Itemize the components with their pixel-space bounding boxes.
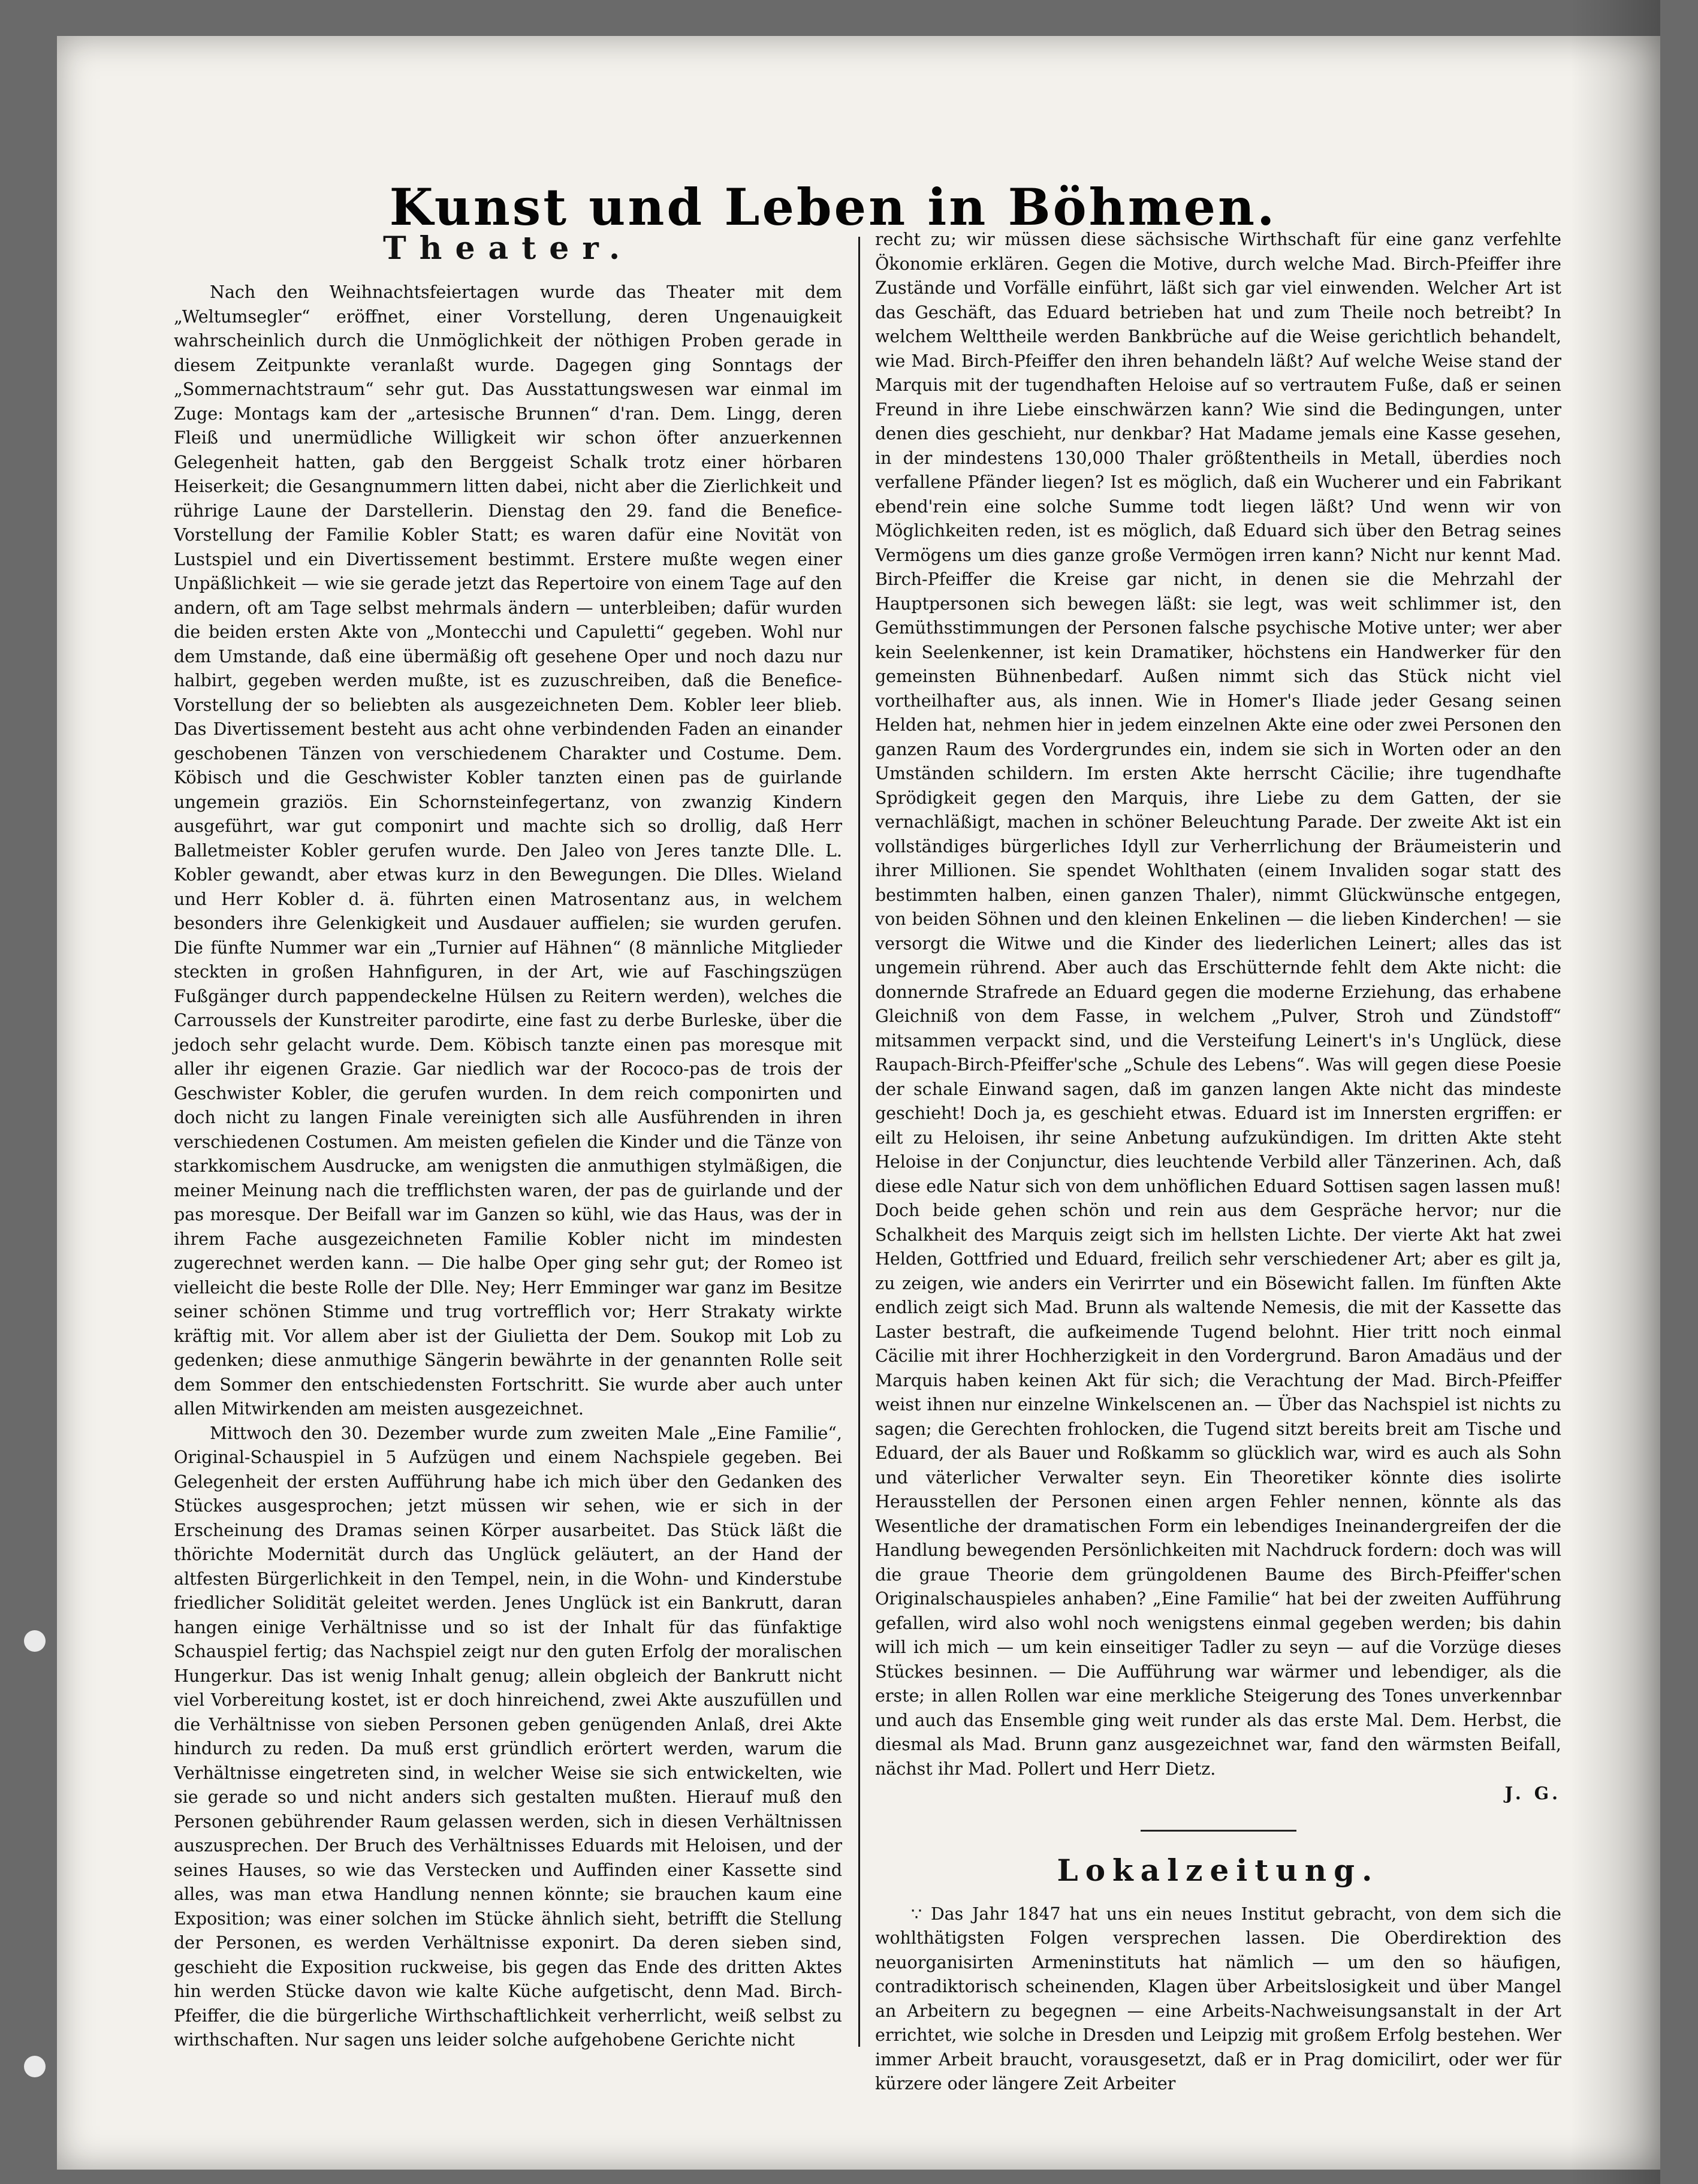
theater-paragraph-2: Mittwoch den 30. Dezember wurde zum zweiten Male „Eine Familie“, Original-Schauspiel in 5 Aufzügen und einem Nachspiele gegeben. Bei Gelegenheit der ersten Aufführung habe ich mich über den Gedanken des Stückes ausgesprochen; jetzt müssen wir sehen, wie er sich in der Erscheinung des Dramas seinen Körper ausarbeitet. Das Stück läßt die thörichte Modernität durch das Unglück geläutert, an der Hand der altfesten Bürgerlichkeit in den Tempel, nein, in die Wohn- und Kinderstube friedlicher Solidität geleitet werden. Jenes Unglück ist ein Bankrutt, daran hangen einige Verhältnisse und so ist der Inhalt für das fünfaktige Schauspiel fertig; das Nachspiel zeigt nur den guten Erfolg der moralischen Hungerkur. Das ist wenig Inhalt genug; allein obgleich der Bankrutt nicht viel Vorbereitung kostet, ist er doch hinreichend, zwei Akte auszufüllen und die Verhältnisse von sieben Personen geben genügenden Anlaß, drei Akte hindurch zu reden. Da muß erst gründlich erörtert werden, warum die Verhältnisse eingetreten sind, in welcher Weise sie sich entwickelten, wie sie gerade so und nicht anders sich gestalten mußten. Hierauf muß den Personen gebührender Raum gelassen werden, sich in diesen Verhältnissen auszusprechen. Der Bruch des Verhältnisses Eduards mit Heloisen, und der seines Hauses, so wie das Verstecken und Auffinden einer Kassette sind alles, was man etwa Handlung nennen könnte; sie brauchen kaum eine Exposition; was einer solchen im Stücke ähnlich sieht, betrifft die Stellung der Personen, es werden Verhältnisse exponirt. Da deren sieben sind, geschieht die Exposition ruckweise, bis gegen das Ende des dritten Aktes hin werden Stücke davon wie kalte Küche aufgetischt, denn Mad. Birch-Pfeiffer, die die bürgerliche Wirthschaftlichkeit verherrlicht, weiß selbst zu wirthschaften. Nur sagen uns leider solche aufgehobene Gerichte nicht xyxy=(174,1423,842,2050)
page-fold-shadow xyxy=(1570,0,1660,2184)
binding-hole xyxy=(24,2056,46,2077)
binding-hole xyxy=(24,1630,46,1652)
article-signature: J. G. xyxy=(1504,1783,1561,1803)
lokalzeitung-heading: Lokalzeitung. xyxy=(1057,1852,1380,1888)
theater-continuation: recht zu; wir müssen diese sächsische Wirthschaft für eine ganz verfehlte Ökonomie erklären. Gegen die Motive, durch welche Mad. Birch-Pfeiffer ihre Zustände und Vorfälle einführt, läßt sich gar viel einwenden. Welcher Art ist das Geschäft, das Eduard betrieben hat und zum Theile noch betreibt? In welchem Welttheile werden Bankbrüche auf die Weise gerichtlich behandelt, wie Mad. Birch-Pfeiffer den ihren behandeln läßt? Auf welche Weise stand der Marquis mit der tugendhaften Heloise auf so vertrautem Fuße, daß er seinen Freund in ihre Liebe einschwärzen kann? Wie sind die Bedingungen, unter denen dies geschieht, nur denkbar? Hat Madame jemals eine Kasse gesehen, in der mindestens 130,000 Thaler größtentheils in Metall, überdies noch verfallene Pfänder liegen? Ist es möglich, daß ein Wucherer und ein Fabrikant ebend'rein eine solche Summe todt liegen läßt? Und wenn wir von Möglichkeiten reden, ist es möglich, daß Eduard sich über den Betrag seines Vermögens um dies ganze große Vermögen irren kann? Nicht nur kennt Mad. Birch-Pfeiffer die Kreise gar nicht, in denen sie die Mehrzahl der Hauptpersonen sich bewegen läßt: sie legt, was weit schlimmer ist, den Gemüthsstimmungen der Personen falsche psychische Motive unter; wer aber kein Seelenkenner, ist kein Dramatiker, höchstens ein Handwerker für den gemeinsten Bühnenbedarf. Außen nimmt sich das Stück nicht viel vortheilhafter aus, als innen. Wie in Homer's Iliade jeder Gesang seinen Helden hat, nehmen hier in jedem einzelnen Akte eine oder zwei Personen den ganzen Raum des Vordergrundes ein, indem sie sich in Worten oder an den Umständen schildern. Im ersten Akte herrscht Cäcilie; ihre tugendhafte Sprödigkeit gegen den Marquis, ihre Liebe zu dem Gatten, der sie vernachläßigt, machen in schöner Beleuchtung Parade. Der zweite Akt ist ein vollständiges bürgerliches Idyll zur Verherrlichung der Bräumeisterin und ihrer Millionen. Sie spendet Wohlthaten (einem Invaliden sogar statt des bestimmten halben, einen ganzen Thaler), nimmt Glückwünsche entgegen, von beiden Söhnen und den kleinen Enkelinen — die lieben Kinderchen! — sie versorgt die Witwe und die Kinder des liederlichen Leinert; alles das ist ungemein rührend. Aber auch das Erschütternde fehlt dem Akte nicht: die donnernde Strafrede an Eduard gegen die moderne Erziehung, das erhabene Gleichniß von dem Fasse, in welchem „Pulver, Stroh und Zündstoff“ mitsammen verpackt sind, und die Versteifung Leinert's in's Unglück, diese Raupach-Birch-Pfeiffer'sche „Schule des Lebens“. Was will gegen diese Poesie der schale Einwand sagen, daß im ganzen langen Akte nicht das mindeste geschieht! Doch ja, es geschieht etwas. Eduard ist im Innersten ergriffen: er eilt zu Heloisen, ihr seine Anbetung aufzukündigen. Im dritten Akte steht Heloise in der Conjunctur, dies leuchtende Verbild aller Tänzerinen. Ach, daß diese edle Natur sich von dem unhöflichen Eduard Sottisen sagen lassen muß! Doch beide gehen schön und rein aus dem Gespräche hervor; nur die Schalkheit des Marquis zeigt sich im hellsten Lichte. Der vierte Akt hat zwei Helden, Gottfried und Eduard, freilich sehr verschiedener Art; aber es gilt ja, zu zeigen, wie anders ein Verirrter und ein Bösewicht fallen. Im fünften Akte endlich zeigt sich Mad. Brunn als waltende Nemesis, die mit der Kassette das Laster bestraft, die aufkeimende Tugend belohnt. Hier tritt noch einmal Cäcilie mit ihrer Hochherzigkeit in den Vordergrund. Baron Amadäus und der Marquis haben keinen Akt für sich; die Verachtung der Mad. Birch-Pfeiffer weist ihnen nur einzelne Winkelscenen an. — Über das Nachspiel ist nichts zu sagen; die Gerechten frohlocken, die Tugend sitzt bereits breit am Tische und Eduard, der als Bauer und Roßkamm so glücklich war, wird es auch als Sohn und väterlicher Verwalter seyn. Ein Theoretiker könnte dies isolirte Herausstellen der Personen einen argen Fehler nennen, könnte als das Wesentliche der dramatischen Form ein lebendiges Ineinandergreifen der die Handlung bewegenden Persönlichkeiten mit Nachdruck fordern: doch was will die graue Theorie dem grüngoldenen Baume des Birch-Pfeiffer'schen Originalschauspieles anhaben? „Eine Familie“ hat bei der zweiten Aufführung gefallen, wird also wohl noch wenigstens einmal gegeben werden; bis dahin will ich mich — um kein einseitiger Tadler zu seyn — auf die Vorzüge dieses Stückes besinnen. — Die Aufführung war wärmer und lebendiger, als die erste; in allen Rollen war eine merkliche Steigerung des Tones unverkennbar und auch das Ensemble ging weit runder als das erste Mal. Dem. Herbst, die diesmal als Mad. Brunn ganz ausgezeichnet war, fand den wärmsten Beifall, nächst ihr Mad. Pollert und Herr Dietz. xyxy=(875,230,1561,1779)
page-title: Kunst und Leben in Böhmen. xyxy=(389,177,1277,237)
left-column xyxy=(174,228,842,2062)
column-divider xyxy=(858,237,860,2047)
theater-heading: Theater. xyxy=(382,230,634,267)
right-column xyxy=(875,228,1561,2093)
section-separator xyxy=(1141,1830,1296,1832)
lokalzeitung-paragraph-1: ∵ Das Jahr 1847 hat uns ein neues Institut gebracht, von dem sich die wohlthätigsten Folgen versprechen lassen. Die Oberdirektion des neuorganisirten Armeninstituts hat nämlich — um den so häufigen, contradiktorisch scheinenden, Klagen über Arbeitslosigkeit und über Mangel an Arbeitern zu begegnen — eine Arbeits-Nachweisungsanstalt in der Art errichtet, wie solche in Dresden und Leipzig mit großem Erfolg bestehen. Wer immer Arbeit braucht, vorausgesetzt, daß er in Prag domicilirt, oder wer für kürzere oder längere Zeit Arbeiter xyxy=(875,1904,1561,2093)
theater-paragraph-1: Nach den Weihnachtsfeiertagen wurde das Theater mit dem „Weltumsegler“ eröffnet, einer Vorstellung, deren Ungenauigkeit wahrscheinlich durch die Unmöglichkeit der nöthigen Proben gerade in diesem Zeitpunkte veranlaßt wurde. Dagegen ging Sonntags der „Sommernachtstraum“ sehr gut. Das Ausstattungswesen war einmal im Zuge: Montags kam der „artesische Brunnen“ d'ran. Dem. Lingg, deren Fleiß und unermüdliche Willigkeit wir schon öfter anzuerkennen Gelegenheit hatten, gab den Berggeist Schalk trotz einer hörbaren Heiserkeit; die Gesangnummern litten dabei, nicht aber die Zierlichkeit und rührige Laune der Darstellerin. Dienstag den 29. fand die Benefice-Vorstellung der Familie Kobler Statt; es waren dafür eine Novität von Lustspiel und ein Divertissement bestimmt. Erstere mußte wegen einer Unpäßlichkeit — wie sie gerade jetzt das Repertoire von einem Tage auf den andern, oft am Tage selbst mehrmals ändern — unterbleiben; dafür wurden die beiden ersten Akte von „Montecchi und Capuletti“ gegeben. Wohl nur dem Umstande, daß eine übermäßig oft gesehene Oper und noch dazu nur halbirt, gegeben werden mußte, ist es zuzuschreiben, daß die Benefice-Vorstellung der so beliebten als ausgezeichneten Dem. Kobler leer blieb. Das Divertissement besteht aus acht ohne verbindenden Faden an einander geschobenen Tänzen von verschiedenem Charakter und Costume. Dem. Köbisch und die Geschwister Kobler tanzten einen pas de guirlande ungemein graziös. Ein Schornsteinfegertanz, von zwanzig Kindern ausgeführt, war gut componirt und machte sich so drollig, daß Herr Balletmeister Kobler gerufen wurde. Den Jaleo von Jeres tanzte Dlle. L. Kobler gewandt, aber etwas kurz in den Bewegungen. Die Dlles. Wieland und Herr Kobler d. ä. führten einen Matrosentanz aus, in welchem besonders ihre Gelenkigkeit und Ausdauer auffielen; sie wurden gerufen. Die fünfte Nummer war ein „Turnier auf Hähnen“ (8 männliche Mitglieder steckten in großen Hahnfiguren, in der Art, wie auf Faschingszügen Fußgänger durch pappendeckelne Hülsen zu Reitern werden), welches die Carroussels der Kunstreiter parodirte, eine fast zu derbe Burleske, über die jedoch sehr gelacht wurde. Dem. Köbisch tanzte einen pas moresque mit aller ihr eigenen Grazie. Gar niedlich war der Rococo-pas de trois der Geschwister Kobler, die gerufen wurden. In dem reich componirten und doch nicht zu langen Finale vereinigten sich alle Ausführenden in ihren verschiedenen Costumen. Am meisten gefielen die Kinder und die Tänze von starkkomischem Ausdrucke, am wenigsten die anmuthigen stylmäßigen, die meiner Meinung nach die trefflichsten waren, der pas de guirlande und der pas moresque. Der Beifall war im Ganzen so kühl, wie das Haus, was der in ihrem Fache ausgezeichneten Familie Kobler nicht im mindesten zugerechnet werden kann. — Die halbe Oper ging sehr gut; der Romeo ist vielleicht die beste Rolle der Dlle. Ney; Herr Emminger war ganz im Besitze seiner schönen Stimme und trug vortrefflich vor; Herr Strakaty wirkte kräftig mit. Vor allem aber ist der Giulietta der Dem. Soukop mit Lob zu gedenken; diese anmuthige Sängerin bewährte in der genannten Rolle seit dem Sommer den entschiedensten Fortschritt. Sie wurde aber auch unter allen Mitwirkenden am meisten ausgezeichnet. xyxy=(174,282,842,1419)
